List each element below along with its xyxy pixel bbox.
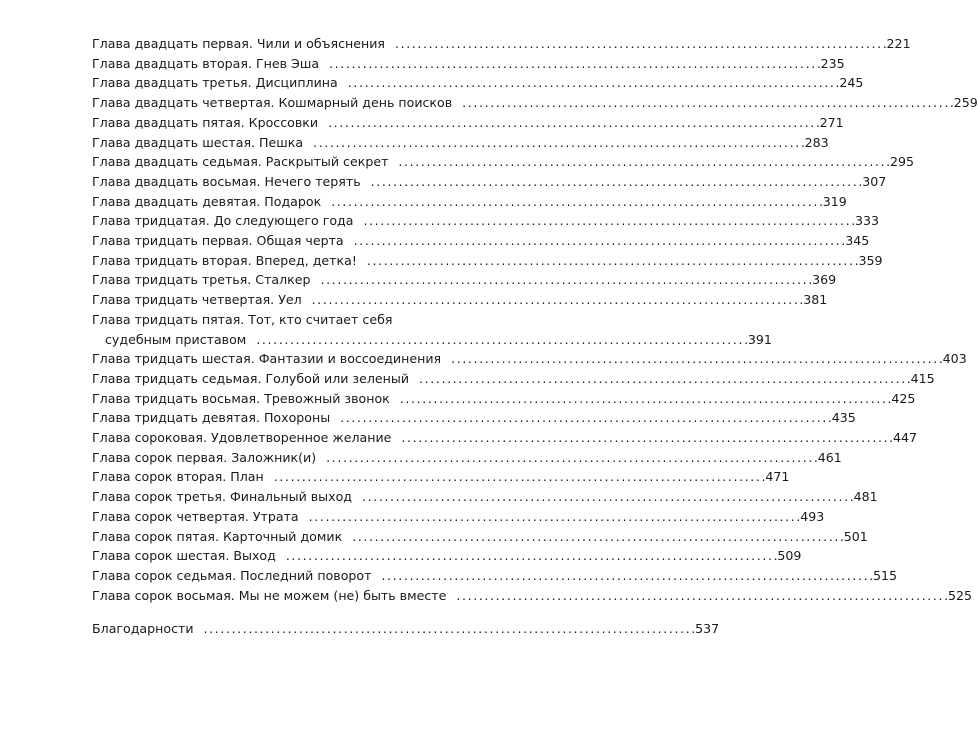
dot-leader xyxy=(313,133,804,153)
toc-entry-page: 245 xyxy=(839,75,864,91)
dot-leader xyxy=(367,251,858,271)
dot-leader xyxy=(462,93,953,113)
toc-entry-page: 271 xyxy=(819,114,844,130)
section-gap xyxy=(92,605,470,619)
toc-entry-page: 461 xyxy=(817,449,842,465)
toc-entry[interactable] xyxy=(92,231,870,251)
toc-entry-page: 537 xyxy=(695,621,720,637)
dot-leader xyxy=(451,349,942,369)
toc-entry-title: Глава двадцать пятая. Кроссовки xyxy=(92,114,319,130)
toc-entry[interactable] xyxy=(92,152,915,172)
toc-entry[interactable] xyxy=(92,428,918,448)
toc-entry-page: 501 xyxy=(843,528,868,544)
toc-entry-page: 295 xyxy=(889,154,915,170)
toc-entry-title: Глава тридцать девятая. Похороны xyxy=(92,410,331,426)
toc-entry-page: 493 xyxy=(800,508,825,524)
toc-entry-page: 307 xyxy=(862,173,887,189)
toc-entry[interactable] xyxy=(92,113,844,133)
dot-leader xyxy=(419,369,910,389)
dot-leader xyxy=(312,290,803,310)
toc-entry[interactable] xyxy=(92,408,856,428)
toc-entry-title: Глава сорок первая. Заложник(и) xyxy=(92,449,317,465)
toc-entry[interactable] xyxy=(92,310,772,349)
dot-leader xyxy=(348,73,839,93)
dot-leader xyxy=(340,408,831,428)
toc-entry[interactable] xyxy=(92,211,880,231)
toc-entry[interactable] xyxy=(92,34,911,54)
toc-entry-title: Глава двадцать девятая. Подарок xyxy=(92,193,322,209)
dot-leader xyxy=(371,172,862,192)
dot-leader xyxy=(362,487,853,507)
toc-entry-title: Глава сорок седьмая. Последний поворот xyxy=(92,567,372,583)
toc-entry-title: Глава сорок шестая. Выход xyxy=(92,548,276,564)
toc-entry-page: 283 xyxy=(804,134,829,150)
toc-entry-title: Глава тридцать третья. Сталкер xyxy=(92,272,311,288)
dot-leader xyxy=(204,619,695,639)
toc-entry-page: 345 xyxy=(845,233,870,249)
toc-entry-title: Глава двадцать восьмая. Нечего терять xyxy=(92,173,361,189)
toc-entry[interactable] xyxy=(92,73,864,93)
toc-entry[interactable] xyxy=(92,172,887,192)
dot-leader xyxy=(401,428,892,448)
toc-entry-continuation xyxy=(92,330,772,350)
toc-entry-page: 435 xyxy=(831,410,856,426)
toc-entry-page: 319 xyxy=(822,193,847,209)
toc-entry[interactable] xyxy=(92,467,790,487)
toc-entry-title: Благодарности xyxy=(92,621,194,637)
toc-entry[interactable] xyxy=(92,349,967,369)
toc-entry[interactable] xyxy=(92,487,878,507)
toc-entry-title: Глава сороковая. Удовлетворенное желание xyxy=(92,430,392,446)
toc-entry-page: 221 xyxy=(886,36,911,51)
dot-leader xyxy=(329,54,820,74)
dot-leader xyxy=(398,152,889,172)
toc-entry-page: 359 xyxy=(858,252,883,268)
toc-entry-title: Глава сорок восьмая. Мы не можем (не) быть вместе xyxy=(92,587,447,603)
toc-entry[interactable] xyxy=(92,527,868,547)
toc-entry-title: Глава двадцать вторая. Гнев Эша xyxy=(92,55,320,71)
toc-entry-page: 369 xyxy=(812,272,837,288)
toc-entry-title: Глава двадцать седьмая. Раскрытый секрет xyxy=(92,154,389,170)
toc-entry-page: 515 xyxy=(873,567,898,583)
toc-entry-title: Глава тридцать восьмая. Тревожный звонок xyxy=(92,390,390,406)
toc-entry[interactable] xyxy=(92,586,972,606)
toc-entry[interactable] xyxy=(92,507,825,527)
toc-entry-page: 447 xyxy=(892,430,918,446)
toc-entry-title: Глава сорок третья. Финальный выход xyxy=(92,489,352,505)
toc-entry-title: Глава сорок вторая. План xyxy=(92,469,264,485)
toc-entry[interactable] xyxy=(92,192,847,212)
toc-entry-title: Глава сорок пятая. Карточный домик xyxy=(92,528,343,544)
toc-entry-title: Глава тридцатая. До следующего года xyxy=(92,213,354,229)
dot-leader xyxy=(395,34,886,54)
dot-leader xyxy=(354,231,845,251)
toc-entry-page: 425 xyxy=(891,390,916,406)
toc-entry[interactable] xyxy=(92,290,828,310)
toc-entry-title: Глава двадцать третья. Дисциплина xyxy=(92,75,338,91)
toc-entry-page: 481 xyxy=(853,489,878,505)
toc-entry[interactable] xyxy=(92,566,898,586)
dot-leader xyxy=(352,527,843,547)
toc-entry-page: 391 xyxy=(747,331,772,347)
dot-leader xyxy=(256,330,747,350)
toc-entry[interactable] xyxy=(92,389,916,409)
toc-entry-page: 525 xyxy=(947,587,972,603)
toc-entry[interactable] xyxy=(92,546,802,566)
dot-leader xyxy=(321,270,812,290)
dot-leader xyxy=(400,389,891,409)
toc-entry[interactable] xyxy=(92,448,842,468)
toc-entry-page: 415 xyxy=(910,370,935,386)
toc-entry-title: Глава тридцать пятая. Тот, кто считает себя xyxy=(92,311,393,327)
toc-entry-title: Глава тридцать седьмая. Голубой или зеленый xyxy=(92,370,410,386)
dot-leader xyxy=(274,467,765,487)
dot-leader xyxy=(286,546,777,566)
table-of-contents xyxy=(92,34,978,639)
toc-entry-page: 259 xyxy=(953,95,978,111)
toc-entry-title: Глава тридцать четвертая. Уел xyxy=(92,292,302,308)
toc-entry-title: Глава тридцать шестая. Фантазии и воссоединения xyxy=(92,351,442,367)
toc-entry-page: 471 xyxy=(765,469,790,485)
toc-entry-page: 403 xyxy=(942,351,967,367)
toc-entry-title: Глава двадцать четвертая. Кошмарный день поисков xyxy=(92,95,453,111)
toc-entry[interactable] xyxy=(92,270,837,290)
dot-leader xyxy=(326,448,817,468)
toc-entry-page: 333 xyxy=(855,213,880,229)
toc-entry[interactable] xyxy=(92,133,829,153)
dot-leader xyxy=(363,211,854,231)
dot-leader xyxy=(331,192,822,212)
toc-entry-title: Глава сорок четвертая. Утрата xyxy=(92,508,299,524)
toc-entry-page: 509 xyxy=(777,548,802,564)
toc-entry[interactable] xyxy=(92,93,978,113)
toc-entry-page: 235 xyxy=(820,55,845,71)
dot-leader xyxy=(456,586,947,606)
toc-entry[interactable] xyxy=(92,54,845,74)
toc-entry-title: Глава двадцать первая. Чили и объяснения xyxy=(92,36,385,51)
toc-entry-acknowledgements[interactable] xyxy=(92,619,720,639)
toc-entry-title: Глава тридцать вторая. Вперед, детка! xyxy=(92,252,357,268)
toc-entry-title: Глава тридцать первая. Общая черта xyxy=(92,233,344,249)
toc-entry-page: 381 xyxy=(803,292,828,308)
toc-entry-title-continuation: судебным приставом xyxy=(105,331,247,347)
toc-entry[interactable] xyxy=(92,369,935,389)
dot-leader xyxy=(328,113,819,133)
dot-leader xyxy=(381,566,872,586)
toc-entry[interactable] xyxy=(92,251,883,271)
toc-entry-title: Глава двадцать шестая. Пешка xyxy=(92,134,304,150)
dot-leader xyxy=(309,507,800,527)
